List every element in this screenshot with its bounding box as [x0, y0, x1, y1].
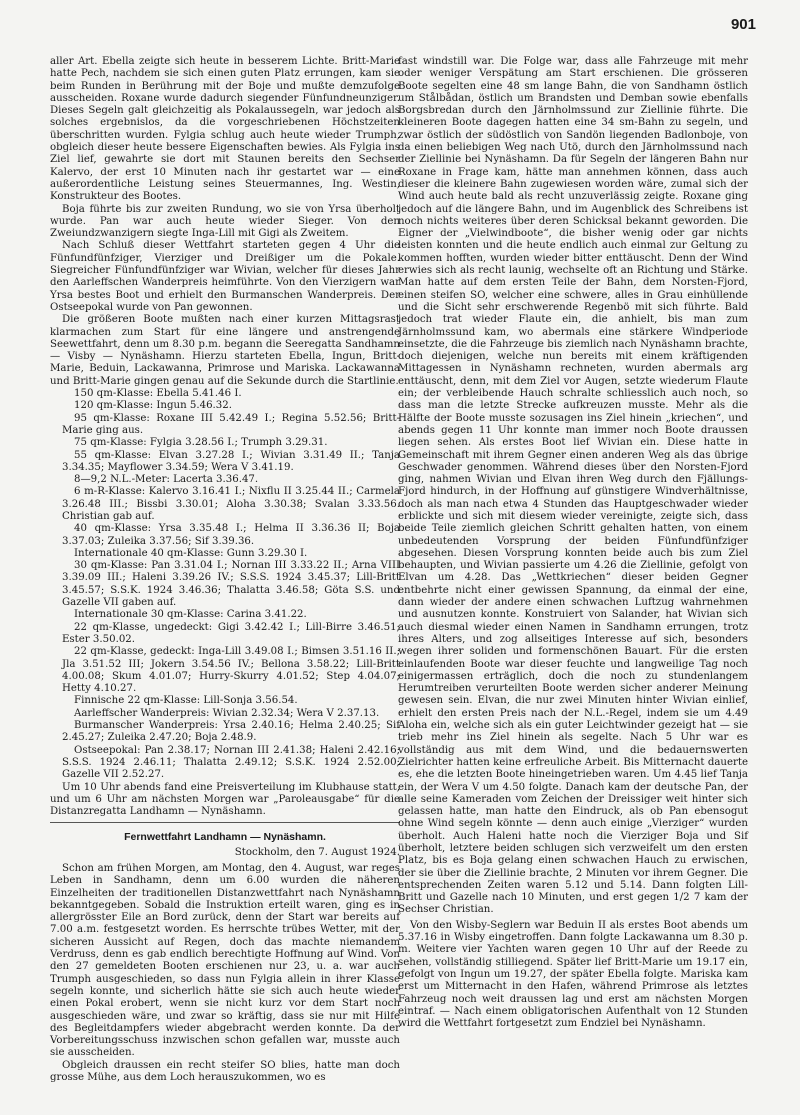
result-entry: 6 m-R-Klasse: Kalervo 3.16.41 I.; Nixflu II 3.25.44 II.; Carmela 3.26.48 III.; Bissbi 3.30.01; Aloha 3.30.38; Svalan 3.33.56. Christian gab auf.: [62, 486, 400, 522]
right-column: [398, 56, 748, 1030]
paragraph: Obgleich draussen ein recht steifer SO blies, hatte man doch grosse Mühe, aus dem Loch herauszukommen, wo es: [50, 1059, 400, 1084]
result-entry: 22 qm-Klasse, gedeckt: Inga-Lill 3.49.08 I.; Bimsen 3.51.16 II.; Jla 3.51.52 III; Jokern 3.54.56 IV.; Bellona 3.58.22; Lill-Britt 4.00.08; Skum 4.01.07; Hurry-Skurry 4.01.52; Step 4.04.07; Hetty 4.10.27.: [62, 646, 400, 695]
result-entry: Internationale 30 qm-Klasse: Carina 3.41.22.: [74, 609, 307, 621]
dateline: Stockholm, den 7. August 1924.: [234, 846, 400, 858]
page-number: 901: [730, 16, 756, 33]
result-entry: Burmanscher Wanderpreis: Yrsa 2.40.16; Helma 2.40.25; Sif 2.45.27; Zuleika 2.47.20; Boja 2.48.9.: [62, 720, 400, 744]
result-entry: 150 qm-Klasse: Ebella 5.41.46 I.: [74, 388, 242, 400]
result-entry: Internationale 40 qm-Klasse: Gunn 3.29.30 I.: [74, 547, 308, 559]
paragraph: fast windstill war. Die Folge war, dass alle Fahrzeuge mit mehr oder weniger Verspätung am Start erschienen. Die grösseren Boote segelten eine 48 sm lange Bahn, die von Sandhamn östlich um Stålbådan, östlich um Brandsten und Demban sowie ebenfalls Borgsbredan durch den Järnholmssund zur Ziellinie führte. Die kleineren Boote dagegen hatten eine 34 sm-Bahn zu segeln, und zwar östlich der südöstlich von Sandön liegenden Badlonboje, von da einen beliebigen Weg nach Utö, durch den Järnholmssund nach der Ziellinie bei Nynäshamn. Da für Segeln der längeren Bahn nur Roxane in Frage kam, hätte man annehmen können, dass auch dieser die kleinere Bahn zugewiesen worden wäre, zumal sich der Wind auch heute bald als recht unzuverlässig zeigte. Roxane ging jedoch auf die längere Bahn, und im Augenblick des Schreibens ist noch nichts weiteres über deren Schicksal bekannt geworden. Die Eigner der „Vielwindboote“, die bisher wenig oder gar nichts leisten konnten und die heute endlich auch einmal zur Geltung zu kommen hofften, wurden wieder bitter enttäuscht. Denn der Wind erwies sich als recht launig, wechselte oft an Richtung und Stärke. Man hatte auf dem ersten Teile der Bahn, dem Norsten-Fjord, einen steifen SO, welcher eine schwere, alles in Grau einhüllende und die Sicht sehr erschwerende Regenbö mit sich führte. Bald jedoch trat wieder Flaute ein, die anhielt, bis man zum Järnholmssund kam, wo abermals eine stärkere Windperiode einsetzte, die die Fahrzeuge bis ziemlich nach Nynäshamn brachte, doch diejenigen, welche nun bereits mit einem kräftigenden Mittagessen in Nynäshamn rechneten, wurden abermals arg enttäuscht, denn, mit dem Ziel vor Augen, setzte wiederum Flaute ein; der verbleibende Hauch schralte schliesslich auch noch, so dass man die letzte Strecke aufkreuzen musste. Mehr als die Hälfte der Boote musste sozusagen ins Ziel hinein „kriechen“, und abends gegen 11 Uhr konnte man immer noch Boote draussen liegen sehen. Als erstes Boot lief Wivian ein. Diese hatte in Gemeinschaft mit ihrem Gegner einen anderen Weg als das übrige Geschwader genommen. Während dieses über den Norsten-Fjord ging, nahmen Wivian und Elvan ihren Weg durch den Fjällungs-Fjord hindurch, in der Hoffnung auf günstigere Windverhältnisse, doch als man nach etwa 4 Stunden das Hauptgeschwader wieder erblickte und sich mit diesem wieder vereinigte, zeigte sich, dass beide Teile ziemlich gleichen Schritt gehalten hatten, von einem unbedeutenden Vorsprung der beiden Fünfundfünfziger abgesehen. Diesen Vorsprung konnten beide auch bis zum Ziel behaupten, und Wivian passierte um 4.26 die Ziellinie, gefolgt von Elvan um 4.28. Das „Wettkriechen“ dieser beiden Gegner entbehrte nicht einer gewissen Spannung, da einmal der eine, dann wieder der andere einen schwachen Luftzug wahrnehmen und ausnutzen konnte. Konstruiert von Salander, hat Wivian sich auch diesmal wieder einen Namen in Sandhamn errungen, trotz ihres Alters, und zog allseitiges Interesse auf sich, besonders wegen ihrer soliden und formenschönen Bauart. Für die ersten einlaufenden Boote war dieser feuchte und langweilige Tag noch einigermassen erträglich, doch die noch zu stundenlangem Herumtreiben verurteilten Boote werden sicher anderer Meinung gewesen sein. Elvan, die nur zwei Minuten hinter Wivian einlief, erhielt den ersten Preis nach der N.L.-Regel, indem sie um 4.49 Aloha ein, welche sich als ein guter Leichtwinder gezeigt hat — sie trieb mehr ins Ziel hinein als segelte. Nach 5 Uhr war es vollständig aus mit dem Wind, und die bedauernswerten Zielrichter hatten keine erfreuliche Arbeit. Bis Mitternacht dauerte es, ehe die letzten Boote hineingetrieben waren. Um 4.45 lief Tanja ein, der Wera V um 4.50 folgte. Danach kam der deutsche Pan, der alle seine Kameraden vom Zeichen der Dreissiger weit hinter sich gelassen hatte, man hatte den Eindruck, als ob Pan ebensogut ohne Wind segeln könnte — denn auch einige „Vierziger“ wurden überholt. Auch Haleni hatte noch die Vierziger Boja und Sif überholt, letztere beiden schlugen sich verzweifelt um den ersten Platz, bis es Boja gelang einen schwachen Hauch zu erwischen, der sie über die Ziellinie brachte, 2 Minuten vor ihrem Gegner. Die entsprechenden Zeiten waren 5.12 und 5.14. Dann folgten Lill-Britt und Gazelle nach 10 Minuten, und erst gegen 1/2 7 kam der Sechser Christian.: [398, 56, 748, 916]
result-entry: 8—9,2 N.L.-Meter: Lacerta 3.36.47.: [74, 474, 259, 486]
left-column: [50, 56, 400, 1084]
paragraph: aller Art. Ebella zeigte sich heute in besserem Lichte. Britt-Marie hatte Pech, nachdem sie sich einen guten Platz errungen, kam sie beim Runden in Berührung mit der Boje und mußte demzufolge ausscheiden. Roxane wurde dadurch siegender Fünfundneunziger. Dieses Segeln galt gleichzeitig als Pokalaussegeln, war jedoch als solches ergebnislos, da die vorgeschriebenen Höchstzeiten überschritten wurden. Fylgia schlug auch heute wieder Trumph, obgleich dieser heute bessere Eigenschaften bewies. Als Fylgia ins Ziel lief, gewahrte sie dort mit Staunen bereits den Sechser Kalervo, der erst 10 Minuten nach ihr gestartet war — eine außerordentliche Leistung seines Steuermannes, Ing. Westin, Konstrukteur des Bootes.: [50, 56, 400, 203]
paragraph: Boja führte bis zur zweiten Rundung, wo sie von Yrsa überholt wurde. Pan war auch heute wieder Sieger. Von den Zweiundzwanzigern siegte Inga-Lill mit Gigi als Zweitem.: [50, 203, 400, 240]
result-entry: 75 qm-Klasse: Fylgia 3.28.56 I.; Trumph 3.29.31.: [74, 437, 328, 449]
paragraph: Die größeren Boote mußten nach einer kurzen Mittagsrast klarmachen zum Start für eine längere und anstrengende Seewettfahrt, denn um 8.30 p.m. begann die Seeregatta Sandhamn — Visby — Nynäshamn. Hierzu starteten Ebella, Ingun, Britt-Marie, Beduin, Lackawanna, Primrose und Mariska. Lackawanna und Britt-Marie gingen genau auf die Sekunde durch die Startlinie.: [50, 314, 400, 387]
paragraph: Schon am frühen Morgen, am Montag, den 4. August, war reges Leben in Sandhamn, denn um 6.00 wurden die näheren Einzelheiten der traditionellen Distanzwettfahrt nach Nynäshamn bekanntgegeben. Sobald die Instruktion erteilt waren, ging es in allergrösster Eile an Bord zurück, denn der Start war bereits auf 7.00 a.m. festgesetzt worden. Es herrschte trübes Wetter, mit der sicheren Aussicht auf Regen, doch das machte niemandem Verdruss, denn es gab endlich berechtigte Hoffnung auf Wind. Von den 27 gemeldeten Booten erschienen nur 23, u. a. war auch Trumph ausgeschieden, so dass nun Fylgia allein in ihrer Klasse segeln konnte, und sicherlich hätte sie sich auch heute wieder einen Pokal erobert, wenn sie nicht kurz vor dem Start noch ausgeschieden wäre, und zwar so kräftig, dass sie nur mit Hilfe des Begleitdampfers wieder abgebracht werden konnte. Da der Vorbereitungsschuss inzwischen schon gefallen war, musste auch sie ausscheiden.: [50, 863, 400, 1059]
paragraph: Von den Wisby-Seglern war Beduin II als erstes Boot abends um 5.37.16 in Wisby eingetroffen. Dann folgte Lackawanna um 8.30 p. m. Weitere vier Yachten waren gegen 10 Uhr auf der Reede zu sehen, vollständig stilliegend. Später lief Britt-Marie um 19.17 ein, gefolgt von Ingun um 19.27, der später Ebella folgte. Mariska kam erst um Mitternacht in den Hafen, während Primrose als letztes Fahrzeug noch weit draussen lag und erst am nächsten Morgen eintraf. — Nach einem obligatorischen Aufenthalt von 12 Stunden wird die Wettfahrt fortgesetzt zum Endziel bei Nynäshamn.: [398, 919, 748, 1030]
result-entry: 120 qm-Klasse: Ingun 5.46.32.: [74, 400, 232, 412]
result-entry: 40 qm-Klasse: Yrsa 3.35.48 I.; Helma II 3.36.36 II; Boja 3.37.03; Zuleika 3.37.56; Sif 3.39.36.: [62, 523, 400, 547]
result-entry: 95 qm-Klasse: Roxane III 5.42.49 I.; Regina 5.52.56; Britt-Marie ging aus.: [62, 412, 400, 436]
result-entry: 55 qm-Klasse: Elvan 3.27.28 I.; Wivian 3.31.49 II.; Tanja 3.34.35; Mayflower 3.34.59; Wera V 3.41.19.: [62, 449, 400, 473]
results-list: [50, 388, 400, 782]
result-entry: Finnische 22 qm-Klasse: Lill-Sonja 3.56.54.: [74, 695, 298, 707]
result-entry: 22 qm-Klasse, ungedeckt: Gigi 3.42.42 I.; Lill-Birre 3.46.51; Ester 3.50.02.: [62, 621, 400, 645]
paragraph: Nach Schluß dieser Wettfahrt starteten gegen 4 Uhr die Fünfundfünfziger, Vierziger und Dreißiger um die Pokale. Siegreicher Fünfundfünfziger war Wivian, welcher für dieses Jahr den Aarleffschen Wanderpreis heimführte. Von den Vierzigern war Yrsa bestes Boot und erhielt den Burmanschen Wanderpreis. Der Ostseepokal wurde von Pan gewonnen.: [50, 240, 400, 313]
result-entry: Aarleffscher Wanderpreis: Wivian 2.32.34; Wera V 2.37.13.: [74, 707, 380, 719]
result-entry: 30 qm-Klasse: Pan 3.31.04 I.; Nornan III 3.33.22 II.; Arna VIII 3.39.09 III.; Haleni 3.39.26 IV.; S.S.S. 1924 3.45.37; Lill-Britt 3.45.57; S.S.K. 1924 3.46.36; Thalatta 3.46.58; Göta S.S. und Gazelle VII gaben auf.: [62, 560, 400, 609]
section-heading: Fernwettfahrt Landhamn — Nynäshamn.: [124, 831, 326, 844]
result-entry: Ostseepokal: Pan 2.38.17; Nornan III 2.41.38; Haleni 2.42.16; S.S.S. 1924 2.46.11; Thalatta 2.49.12; S.S.K. 1924 2.52.00; Gazelle VII 2.52.27.: [62, 744, 400, 781]
paragraph: Um 10 Uhr abends fand eine Preisverteilung im Klubhause statt, und um 6 Uhr am nächsten Morgen war „Paroleausgabe“ für die Distanzregatta Landhamn — Nynäshamn.: [50, 781, 400, 818]
section-divider: [50, 822, 400, 823]
